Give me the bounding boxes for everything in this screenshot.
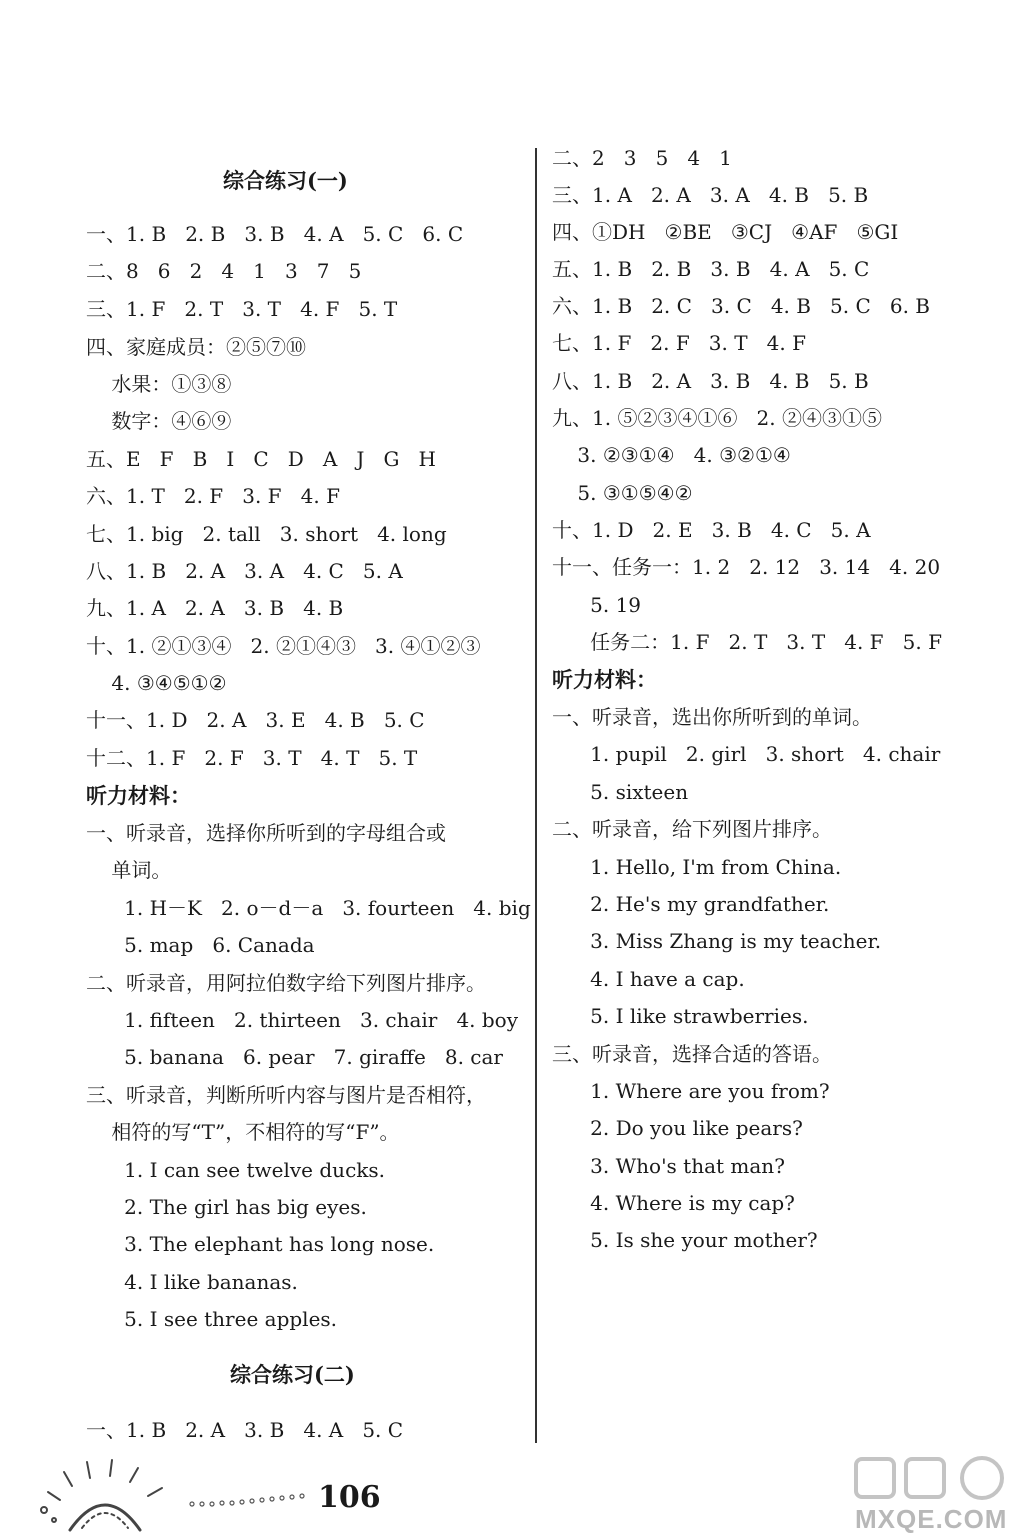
answer-line: 五、1. B 2. B 3. B 4. A 5. C — [552, 257, 870, 281]
answer-line: 九、1. A 2. A 3. B 4. B — [86, 596, 344, 620]
listening-line: 一、听录音，选择你所听到的字母组合或 — [86, 821, 446, 845]
listening-line: 4. I have a cap. — [552, 967, 745, 991]
listening-line: 5. I see three apples. — [86, 1307, 338, 1331]
answer-line: 十二、1. F 2. F 3. T 4. T 5. T — [86, 746, 418, 770]
answer-line: 八、1. B 2. A 3. B 4. B 5. B — [552, 369, 869, 393]
answer-line: 十一、任务一：1. 2 2. 12 3. 14 4. 20 — [552, 555, 941, 579]
answer-line: 一、1. B 2. A 3. B 4. A 5. C — [86, 1418, 404, 1442]
listening-line: 2. The girl has big eyes. — [86, 1195, 367, 1219]
sun-decoration-icon — [30, 1440, 180, 1536]
answer-line: 4. ③④⑤①② — [86, 671, 227, 695]
listening-line: 单词。 — [86, 858, 172, 882]
listening-line: 1. Where are you from? — [552, 1079, 830, 1103]
answer-line: 五、E F B I C D A J G H — [86, 447, 436, 471]
answer-line: 数字：④⑥⑨ — [86, 409, 232, 433]
listening-line: 1. fifteen 2. thirteen 3. chair 4. boy — [86, 1008, 519, 1032]
answer-line: 七、1. big 2. tall 3. short 4. long — [86, 522, 447, 546]
listening-line: 5. I like strawberries. — [552, 1004, 809, 1028]
listening-line: 5. map 6. Canada — [86, 933, 315, 957]
listening-heading: 听力材料： — [552, 667, 657, 692]
listening-line: 三、听录音，选择合适的答语。 — [552, 1042, 832, 1066]
answer-line: 四、家庭成员：②⑤⑦⑩ — [86, 335, 306, 359]
listening-line: 3. The elephant has long nose. — [86, 1232, 435, 1256]
answer-line: 十、1. D 2. E 3. B 4. C 5. A — [552, 518, 871, 542]
answer-line: 水果：①③⑧ — [86, 372, 232, 396]
listening-line: 三、听录音，判断所听内容与图片是否相符， — [86, 1083, 486, 1107]
listening-line: 1. H－K 2. o－d－a 3. fourteen 4. big — [86, 896, 531, 920]
listening-line: 3. Miss Zhang is my teacher. — [552, 929, 882, 953]
listening-line: 4. Where is my cap? — [552, 1191, 795, 1215]
listening-line: 5. banana 6. pear 7. giraffe 8. car — [86, 1045, 503, 1069]
answer-line: 5. ③①⑤④② — [552, 481, 693, 505]
answer-line: 六、1. T 2. F 3. F 4. F — [86, 484, 340, 508]
answer-line: 四、①DH ②BE ③CJ ④AF ⑤GI — [552, 220, 899, 244]
answer-line: 八、1. B 2. A 3. A 4. C 5. A — [86, 559, 403, 583]
answer-line: 十一、1. D 2. A 3. E 4. B 5. C — [86, 708, 425, 732]
answer-line: 二、2 3 5 4 1 — [552, 146, 732, 170]
answer-line: 任务二：1. F 2. T 3. T 4. F 5. F — [552, 630, 942, 654]
listening-line: 二、听录音，用阿拉伯数字给下列图片排序。 — [86, 971, 486, 995]
listening-line: 3. Who's that man? — [552, 1154, 785, 1178]
listening-line: 2. Do you like pears? — [552, 1116, 803, 1140]
answer-line: 六、1. B 2. C 3. C 4. B 5. C 6. B — [552, 294, 930, 318]
answer-line: 十、1. ②①③④ 2. ②①④③ 3. ④①②③ — [86, 634, 481, 658]
answer-line: 5. 19 — [552, 593, 642, 617]
answer-line: 一、1. B 2. B 3. B 4. A 5. C 6. C — [86, 222, 464, 246]
listening-line: 相符的写“T”，不相符的写“F”。 — [86, 1120, 400, 1144]
section-title-1: 综合练习(一) — [223, 168, 348, 193]
listening-line: 1. Hello, I'm from China. — [552, 855, 842, 879]
listening-line: 5. Is she your mother? — [552, 1228, 818, 1252]
answer-line: 3. ②③①④ 4. ③②①④ — [552, 443, 791, 467]
watermark-text: MXQE.COM — [855, 1504, 1008, 1534]
listening-line: 1. pupil 2. girl 3. short 4. chair — [552, 742, 941, 766]
listening-line: 2. He's my grandfather. — [552, 892, 830, 916]
page-number: 106 — [318, 1480, 381, 1515]
section-title-2: 综合练习(二) — [230, 1362, 355, 1387]
listening-line: 1. I can see twelve ducks. — [86, 1158, 386, 1182]
column-divider — [535, 148, 537, 1443]
answer-line: 二、8 6 2 4 1 3 7 5 — [86, 259, 362, 283]
answer-line: 三、1. A 2. A 3. A 4. B 5. B — [552, 183, 869, 207]
answer-line: 九、1. ⑤②③④①⑥ 2. ②④③①⑤ — [552, 406, 882, 430]
listening-heading: 听力材料： — [86, 783, 191, 808]
listening-line: 4. I like bananas. — [86, 1270, 298, 1294]
listening-line: 二、听录音，给下列图片排序。 — [552, 817, 832, 841]
dotted-trail-icon — [186, 1490, 316, 1510]
answer-line: 三、1. F 2. T 3. T 4. F 5. T — [86, 297, 398, 321]
listening-line: 5. sixteen — [552, 780, 689, 804]
listening-line: 一、听录音，选出你所听到的单词。 — [552, 705, 872, 729]
answer-line: 七、1. F 2. F 3. T 4. F — [552, 331, 806, 355]
